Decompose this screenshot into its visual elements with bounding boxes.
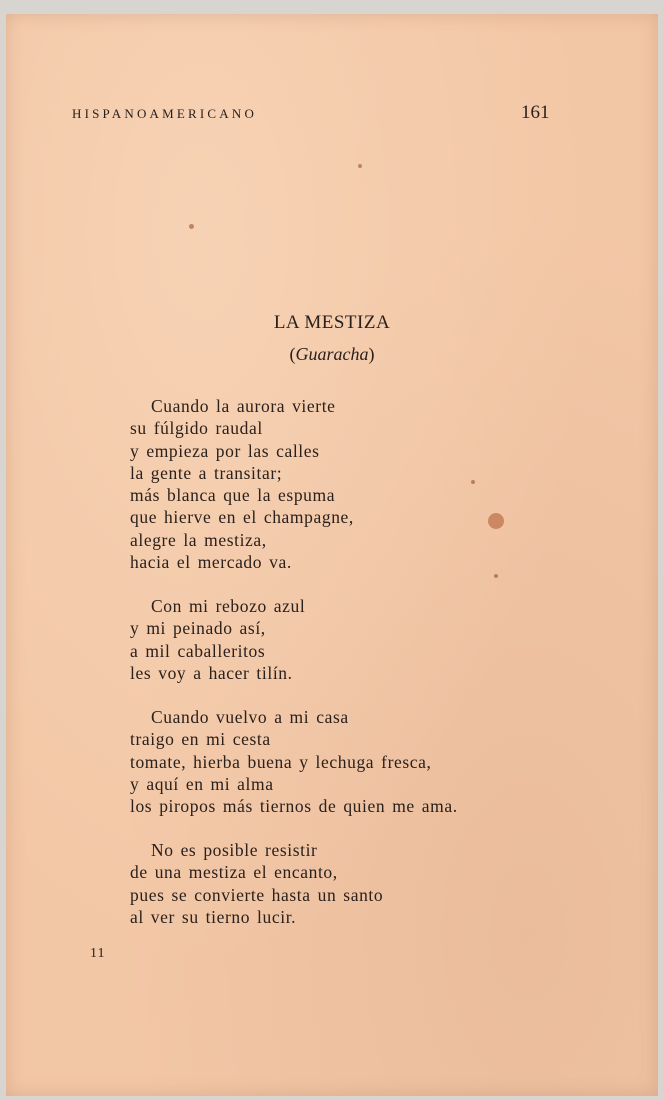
stanza-2 bbox=[130, 595, 305, 684]
foxing-spot bbox=[494, 574, 498, 578]
poem-line: Cuando la aurora vierte bbox=[151, 396, 336, 416]
poem-line: a mil caballeritos bbox=[130, 640, 266, 661]
poem-line: les voy a hacer tilín. bbox=[130, 662, 293, 683]
poem-title: LA MESTIZA bbox=[273, 312, 391, 333]
poem-line: al ver su tierno lucir. bbox=[130, 906, 297, 927]
page-number: 161 bbox=[521, 102, 550, 123]
foxing-spot bbox=[471, 480, 475, 484]
poem-line: más blanca que la espuma bbox=[130, 485, 336, 506]
poem-line: la gente a transitar; bbox=[130, 462, 283, 483]
poem-subtitle-text: Guaracha bbox=[295, 344, 369, 364]
stanza-3 bbox=[130, 706, 458, 817]
foxing-spot bbox=[488, 513, 504, 529]
poem-line: que hierve en el champagne, bbox=[130, 507, 354, 528]
poem-line: Cuando vuelvo a mi casa bbox=[151, 707, 349, 727]
poem-line: No es posible resistir bbox=[151, 840, 318, 860]
poem-line: de una mestiza el encanto, bbox=[130, 862, 338, 883]
book-page bbox=[6, 14, 658, 1096]
poem-line: pues se convierte hasta un santo bbox=[130, 884, 384, 905]
poem-subtitle: (Guaracha) bbox=[289, 344, 375, 364]
poem-line: hacia el mercado va. bbox=[130, 552, 292, 573]
foxing-spot bbox=[358, 164, 362, 168]
stanza-4 bbox=[130, 839, 383, 928]
poem-line: Con mi rebozo azul bbox=[151, 596, 306, 616]
running-head: HISPANOAMERICANO bbox=[72, 106, 258, 121]
poem-line: alegre la mestiza, bbox=[130, 529, 267, 550]
poem-line: tomate, hierba buena y lechuga fresca, bbox=[130, 751, 432, 772]
poem-line: y empieza por las calles bbox=[130, 440, 320, 461]
stanza-1 bbox=[130, 395, 354, 573]
poem-line: y mi peinado así, bbox=[130, 618, 266, 639]
poem-line: traigo en mi cesta bbox=[130, 729, 271, 750]
poem-line: su fúlgido raudal bbox=[130, 418, 263, 439]
foxing-spot bbox=[189, 224, 194, 229]
signature-mark: 11 bbox=[90, 946, 106, 961]
poem-line: los piropos más tiernos de quien me ama. bbox=[130, 796, 458, 817]
poem-line: y aquí en mi alma bbox=[130, 773, 274, 794]
